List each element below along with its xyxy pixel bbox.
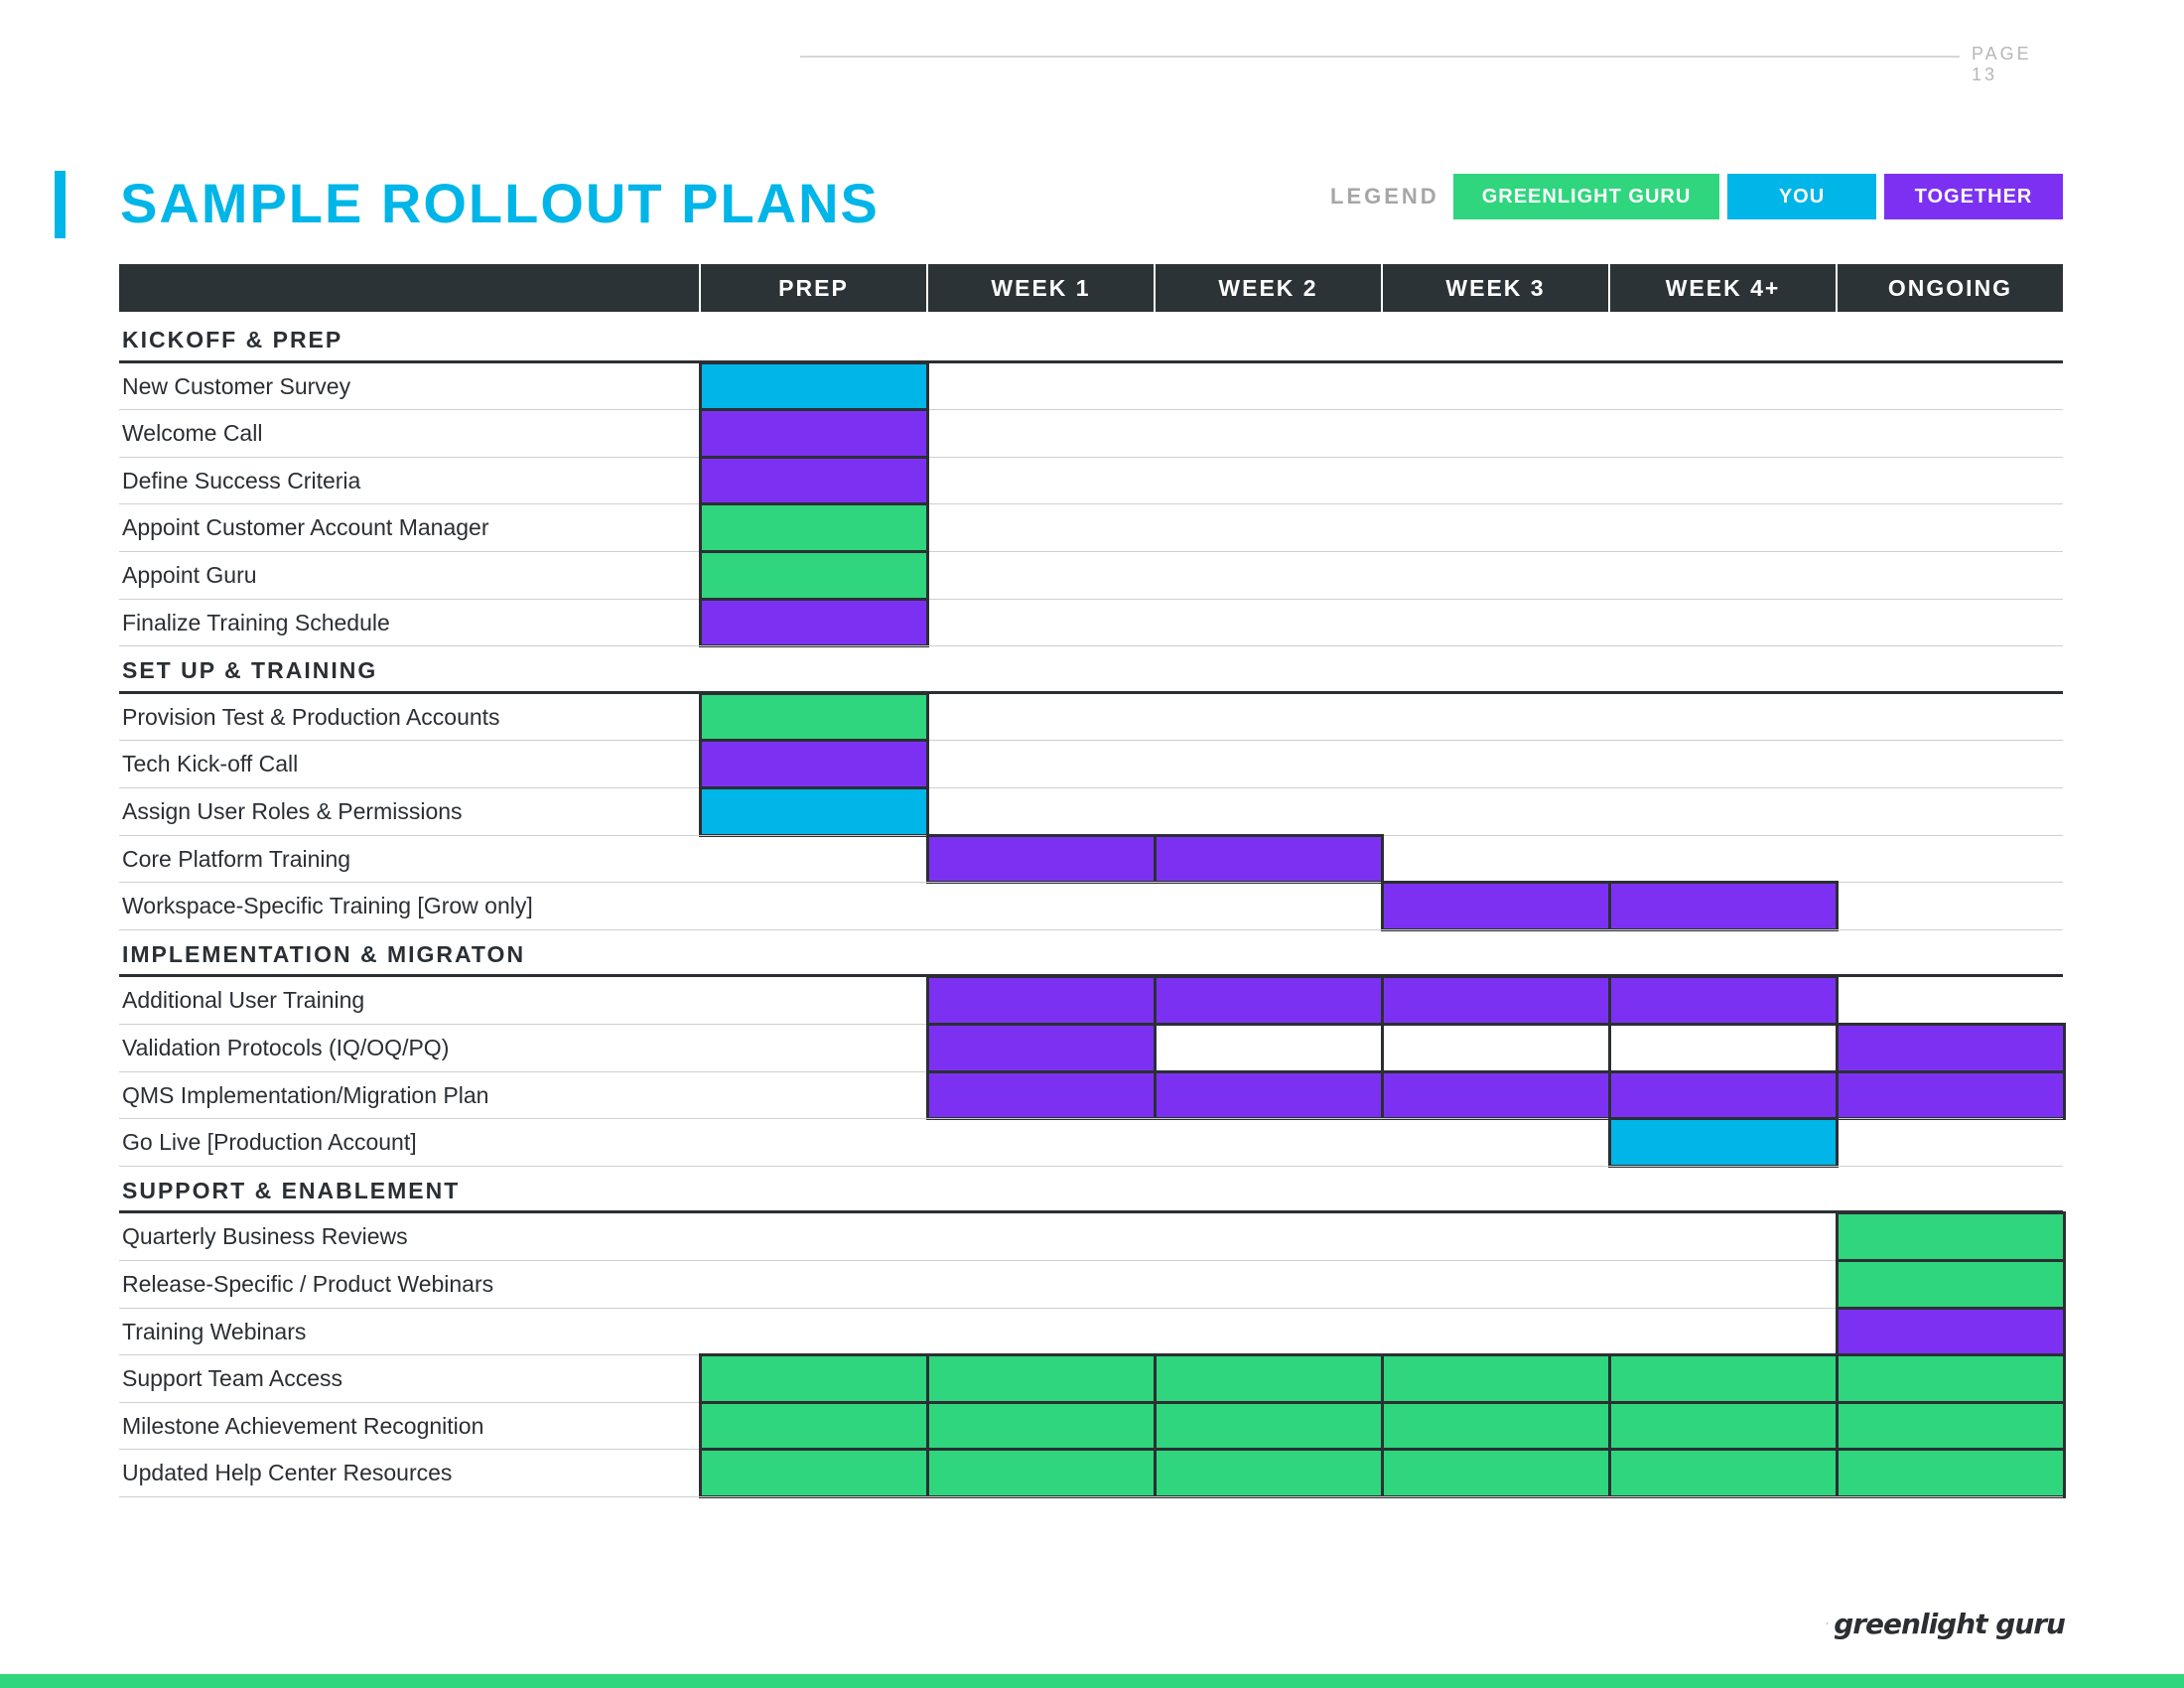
row-rule (119, 599, 2063, 600)
task-label: Welcome Call (122, 420, 263, 447)
greenlight-logo-icon (1827, 1603, 1828, 1644)
greenlight-guru-logo (1827, 1601, 2065, 1646)
bottom-accent-bar (0, 1674, 2184, 1688)
schedule-cell-greenlight (699, 502, 929, 553)
row-rule (119, 929, 2063, 930)
schedule-cell-together (699, 408, 929, 459)
schedule-cell-greenlight (926, 1353, 1157, 1404)
schedule-cell-you (699, 361, 929, 412)
schedule-cell-you (699, 786, 929, 837)
section-title: SET UP & TRAINING (122, 657, 378, 684)
schedule-cell-together (1381, 975, 1611, 1026)
column-header-week-1: WEEK 1 (926, 264, 1154, 312)
schedule-cell-together (926, 834, 1157, 885)
page-number: PAGE 13 (1972, 44, 2032, 84)
logo-wordmark: greenlight guru (1834, 1607, 2065, 1640)
task-label: Core Platform Training (122, 845, 351, 872)
schedule-cell-together (1836, 1070, 2066, 1121)
schedule-cell-empty (1608, 1023, 1839, 1073)
row-rule (119, 645, 2063, 646)
schedule-cell-greenlight (1836, 1259, 2066, 1310)
row-rule (119, 409, 2063, 410)
row-rule (119, 503, 2063, 504)
schedule-cell-greenlight (1836, 1353, 2066, 1404)
schedule-cell-greenlight (926, 1448, 1157, 1498)
column-header-ongoing: ONGOING (1836, 264, 2063, 312)
schedule-cell-empty (1381, 1023, 1611, 1073)
row-rule (119, 787, 2063, 788)
section-title: IMPLEMENTATION & MIGRATON (122, 940, 526, 967)
schedule-cell-greenlight (1608, 1401, 1839, 1452)
schedule-cell-greenlight (1154, 1353, 1384, 1404)
schedule-cell-together (1836, 1023, 2066, 1073)
column-header-week-2: WEEK 2 (1154, 264, 1381, 312)
schedule-cell-together (699, 598, 929, 648)
column-header-week-3: WEEK 3 (1381, 264, 1608, 312)
task-label: Additional User Training (122, 987, 365, 1014)
schedule-cell-greenlight (1154, 1448, 1384, 1498)
row-rule (119, 1308, 2063, 1309)
task-label: Go Live [Production Account] (122, 1129, 417, 1156)
task-label: Support Team Access (122, 1365, 343, 1392)
task-label: Training Webinars (122, 1318, 307, 1344)
schedule-cell-greenlight (699, 550, 929, 601)
column-header-prep: PREP (699, 264, 926, 312)
task-label: Release-Specific / Product Webinars (122, 1271, 494, 1297)
header-rule (800, 56, 1960, 58)
schedule-cell-together (699, 456, 929, 506)
schedule-cell-together (926, 1023, 1157, 1073)
schedule-cell-together (926, 975, 1157, 1026)
task-label: Define Success Criteria (122, 467, 361, 493)
schedule-cell-together (1381, 1070, 1611, 1121)
schedule-cell-greenlight (699, 1353, 929, 1404)
row-rule (119, 1496, 2063, 1497)
task-label: Provision Test & Production Accounts (122, 703, 500, 730)
schedule-cell-together (1381, 881, 1611, 931)
row-rule (119, 740, 2063, 741)
section-rule (119, 1210, 2063, 1213)
section-title: SUPPORT & ENABLEMENT (122, 1177, 461, 1203)
legend-greenlight-guru: GREENLIGHT GURU (1453, 174, 1719, 219)
section-rule (119, 691, 2063, 694)
page-title: SAMPLE ROLLOUT PLANS (120, 172, 880, 234)
task-label: Appoint Guru (122, 562, 257, 588)
row-rule (119, 551, 2063, 552)
schedule-cell-greenlight (1608, 1448, 1839, 1498)
task-label: Updated Help Center Resources (122, 1460, 453, 1486)
schedule-cell-together (1608, 975, 1839, 1026)
schedule-cell-together (926, 1070, 1157, 1121)
task-label: Workspace-Specific Training [Grow only] (122, 893, 533, 919)
schedule-cell-greenlight (699, 1448, 929, 1498)
schedule-cell-greenlight (699, 692, 929, 743)
legend-label: LEGEND (1330, 184, 1439, 209)
schedule-cell-greenlight (1836, 1401, 2066, 1452)
row-rule (119, 457, 2063, 458)
schedule-cell-greenlight (1608, 1353, 1839, 1404)
section-rule (119, 360, 2063, 363)
legend-together: TOGETHER (1884, 174, 2063, 219)
schedule-cell-greenlight (1381, 1448, 1611, 1498)
task-label: Validation Protocols (IQ/OQ/PQ) (122, 1035, 450, 1060)
schedule-cell-greenlight (1836, 1211, 2066, 1262)
schedule-cell-together (1608, 881, 1839, 931)
schedule-cell-you (1608, 1117, 1839, 1168)
task-label: New Customer Survey (122, 372, 351, 399)
section-title: KICKOFF & PREP (122, 327, 343, 352)
schedule-cell-empty (1154, 1023, 1384, 1073)
column-header-week-4: WEEK 4+ (1608, 264, 1836, 312)
schedule-cell-greenlight (1381, 1353, 1611, 1404)
schedule-cell-greenlight (1836, 1448, 2066, 1498)
schedule-cell-greenlight (699, 1401, 929, 1452)
schedule-cell-together (1154, 834, 1384, 885)
row-rule (119, 1166, 2063, 1167)
task-label: Appoint Customer Account Manager (122, 514, 489, 541)
schedule-cell-together (699, 739, 929, 789)
schedule-cell-greenlight (1154, 1401, 1384, 1452)
title-accent-bar (55, 171, 66, 238)
schedule-cell-together (1608, 1070, 1839, 1121)
schedule-cell-together (1154, 1070, 1384, 1121)
task-label: Tech Kick-off Call (122, 751, 299, 777)
legend-you: YOU (1727, 174, 1876, 219)
row-rule (119, 1260, 2063, 1261)
schedule-cell-greenlight (1381, 1401, 1611, 1452)
schedule-cell-greenlight (926, 1401, 1157, 1452)
schedule-cell-together (1836, 1307, 2066, 1357)
task-label: Assign User Roles & Permissions (122, 798, 463, 824)
task-label: QMS Implementation/Migration Plan (122, 1081, 489, 1108)
task-label: Milestone Achievement Recognition (122, 1412, 484, 1439)
task-label: Quarterly Business Reviews (122, 1223, 408, 1250)
schedule-cell-together (1154, 975, 1384, 1026)
task-label: Finalize Training Schedule (122, 609, 390, 635)
